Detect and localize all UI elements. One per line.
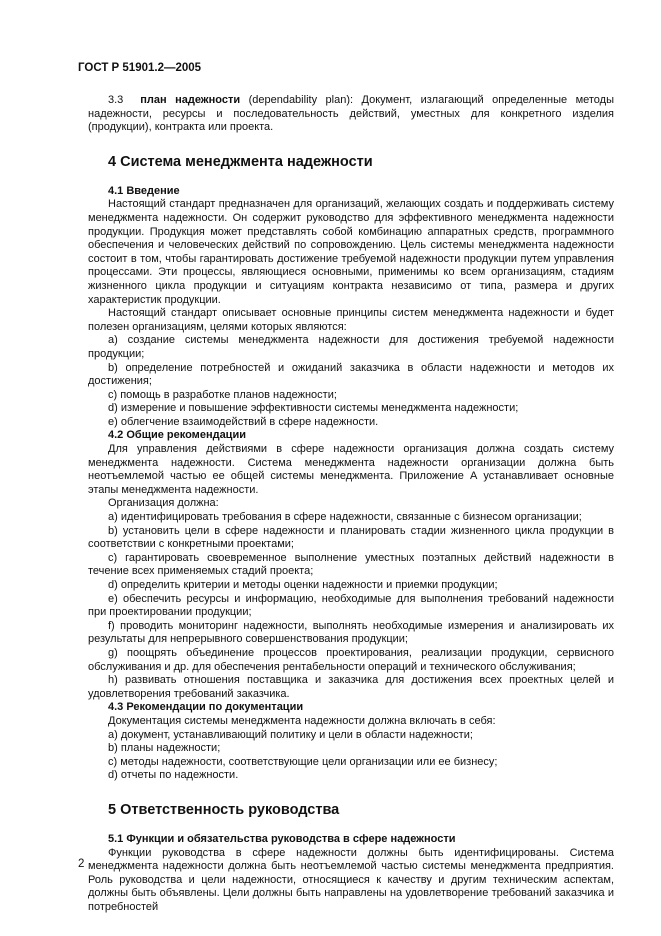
list-item: h) развивать отношения поставщика и заказчика для достижения всех проектных целей и удовлетворения требований заказчика. (88, 674, 614, 700)
definition-number: 3.3 (108, 94, 124, 106)
subsection-4-1-heading: 4.1 Введение (108, 184, 180, 197)
document-body (88, 94, 614, 914)
list-item: c) помощь в разработке планов надежности; (108, 388, 337, 401)
list-item: a) идентифицировать требования в сфере надежности, связанные с бизнесом организации; (108, 511, 582, 524)
list-item: g) поощрять объединение процессов проектирования, реализации продукции, сервисного обслуживания и др. для обеспечения рентабельности операций и технического обслуживания; (88, 646, 614, 673)
section-4-heading: 4 Система менеджмента надежности (108, 153, 373, 170)
list-item: f) проводить мониторинг надежности, выполнять необходимые измерения и анализировать их результаты для непрерывного совершенствования продукции; (88, 619, 614, 646)
list-item: a) документ, устанавливающий политику и цели в области надежности; (108, 728, 473, 741)
list-item: e) облегчение взаимодействий в сфере надежности. (108, 415, 379, 428)
list-item: d) определить критерии и методы оценки надежности и приемки продукции; (108, 579, 498, 591)
definition-3-3 (88, 94, 614, 135)
list-item: d) измерение и повышение эффективности системы менеджмента надежности; (108, 402, 519, 415)
list-item: b) планы надежности; (108, 742, 221, 755)
definition-term: план надежности (140, 94, 241, 106)
list-item: a) создание системы менеджмента надежности для достижения требуемой надежности продукции; (88, 334, 614, 360)
paragraph: Настоящий стандарт описывает основные принципы систем менеджмента надежности и будет полезен организациям, целями которых являются: (88, 307, 614, 333)
list-item: b) установить цели в сфере надежности и планировать стадии жизненного цикла продукции в соответствии с конкретными проектами; (88, 524, 614, 551)
paragraph: Функции руководства в сфере надежности должны быть идентифицированы. Система менеджмента надежности должна быть неотъемлемой частью системы менеджмента предприятия. Роль руководства и цели надежности, относящиеся к качеству и другим техническим аспектам, должны быть объявлены. Цели должны быть направлены на удовлетворение требований заказчика и потребностей (88, 846, 614, 913)
page-number: 2 (78, 858, 85, 870)
list-item: c) гарантировать своевременное выполнение уместных поэтапных действий надежности в течение всех применяемых стадий проекта; (88, 551, 614, 578)
list-item: b) определение потребностей и ожиданий заказчика в области надежности и методов их достижения; (88, 361, 614, 388)
paragraph: Для управления действиями в сфере надежности организация должна создать систему менеджмента надежности. Система менеджмента надежности организации должна быть неотъемлемой частью ее общей системы менеджмента. Приложение А устанавливает основные этапы менеджмента надежности. (88, 443, 614, 496)
paragraph: Документация системы менеджмента надежности должна включать в себя: (108, 714, 496, 727)
subsection-4-2-heading: 4.2 Общие рекомендации (108, 429, 246, 442)
list-item: c) методы надежности, соответствующие цели организации или ее бизнесу; (108, 755, 498, 768)
list-item: e) обеспечить ресурсы и информацию, необходимые для выполнения требований надежности при проектировании продукции; (88, 592, 614, 619)
document-header: ГОСТ Р 51901.2—2005 (78, 62, 202, 74)
list-item: d) отчеты по надежности. (108, 769, 239, 782)
subsection-5-1-heading: 5.1 Функции и обязательства руководства в сфере надежности (108, 832, 456, 845)
subsection-4-3-heading: 4.3 Рекомендации по документации (108, 701, 304, 714)
section-5-heading: 5 Ответственность руководства (108, 801, 340, 818)
paragraph: Организация должна: (108, 497, 219, 510)
definition-text: (dependability plan): Документ, излагающий определенные методы надежности, ресурсы и последовательность действий, уместных для конкретного изделия (продукции), контракта или проекта. (88, 94, 615, 134)
paragraph: Настоящий стандарт предназначен для организаций, желающих создать и поддерживать систему менеджмента надежности. Он содержит руководство для эффективного менеджмента надежности продукции. Продукция может представлять собой комбинацию аппаратных средств, программного обеспечения и человеческих действий по сопровождению. Цель системы менеджмента надежности состоит в том, чтобы гарантировать достижение требуемой надежности продукции путем управления процессами. Эти процессы, являющиеся основными, применимы ко всем организациям, стадиям жизненного цикла продукции и ситуациям контракта независимо от типа, размера и других характеристик продукции. (88, 198, 614, 306)
